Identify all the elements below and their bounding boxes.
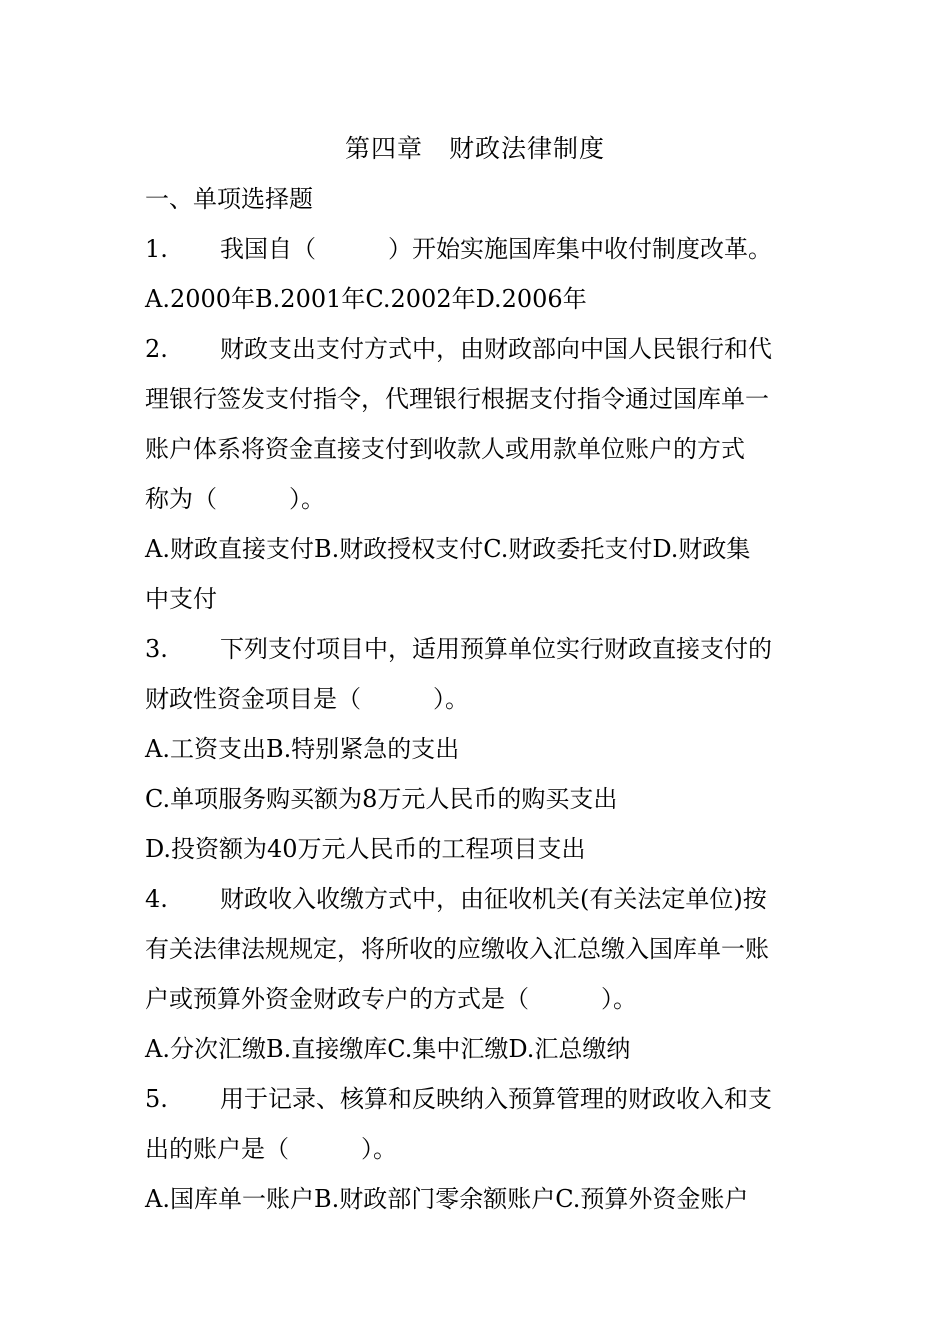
question-3-number: 3. <box>145 635 168 663</box>
question-1-options: A.2000年B.2001年C.2002年D.2006年 <box>145 285 587 313</box>
question-4-text: 财政收入收缴方式中，由征收机关(有关法定单位)按 <box>220 885 767 913</box>
question-1-text: 我国自（ ）开始实施国库集中收付制度改革。 <box>220 235 772 263</box>
question-2-text: 财政支出支付方式中，由财政部向中国人民银行和代 <box>220 335 772 363</box>
question-2-line-2: 理银行签发支付指令，代理银行根据支付指令通过国库单一 <box>145 385 769 413</box>
question-5-options: A.国库单一账户B.财政部门零余额账户C.预算外资金账户 <box>145 1185 749 1213</box>
question-4-line-2: 有关法律法规规定，将所收的应缴收入汇总缴入国库单一账 <box>145 935 769 963</box>
question-4-line-1 <box>145 874 815 924</box>
question-2-number: 2. <box>145 335 168 363</box>
question-5-text: 用于记录、核算和反映纳入预算管理的财政收入和支 <box>220 1085 772 1113</box>
question-2-line-4: 称为（ ）。 <box>145 485 325 513</box>
question-2-options-line-1: A.财政直接支付B.财政授权支付C.财政委托支付D.财政集 <box>145 535 751 563</box>
question-5-number: 5. <box>145 1085 168 1113</box>
question-1-number: 1. <box>145 235 168 263</box>
question-2-line-1 <box>145 324 815 374</box>
question-3-line-1 <box>145 624 815 674</box>
question-5-line-1 <box>145 1074 815 1124</box>
question-3-option-d: D.投资额为40万元人民币的工程项目支出 <box>145 835 586 863</box>
question-2-line-3: 账户体系将资金直接支付到收款人或用款单位账户的方式 <box>145 435 745 463</box>
question-3-line-2: 财政性资金项目是（ ）。 <box>145 685 469 713</box>
chapter-title: 第四章 财政法律制度 <box>344 134 605 163</box>
question-2-options-line-2: 中支付 <box>145 585 217 613</box>
question-5-line-2: 出的账户是（ ）。 <box>145 1135 397 1163</box>
section-heading: 一、单项选择题 <box>145 185 313 213</box>
question-4-number: 4. <box>145 885 168 913</box>
question-3-text: 下列支付项目中，适用预算单位实行财政直接支付的 <box>220 635 772 663</box>
question-3-option-c: C.单项服务购买额为8万元人民币的购买支出 <box>145 785 618 813</box>
question-4-options: A.分次汇缴B.直接缴库C.集中汇缴D.汇总缴纳 <box>145 1035 631 1063</box>
question-4-line-3: 户或预算外资金财政专户的方式是（ ）。 <box>145 985 637 1013</box>
question-3-option-ab: A.工资支出B.特别紧急的支出 <box>145 735 460 763</box>
question-1-line-1 <box>145 224 815 274</box>
